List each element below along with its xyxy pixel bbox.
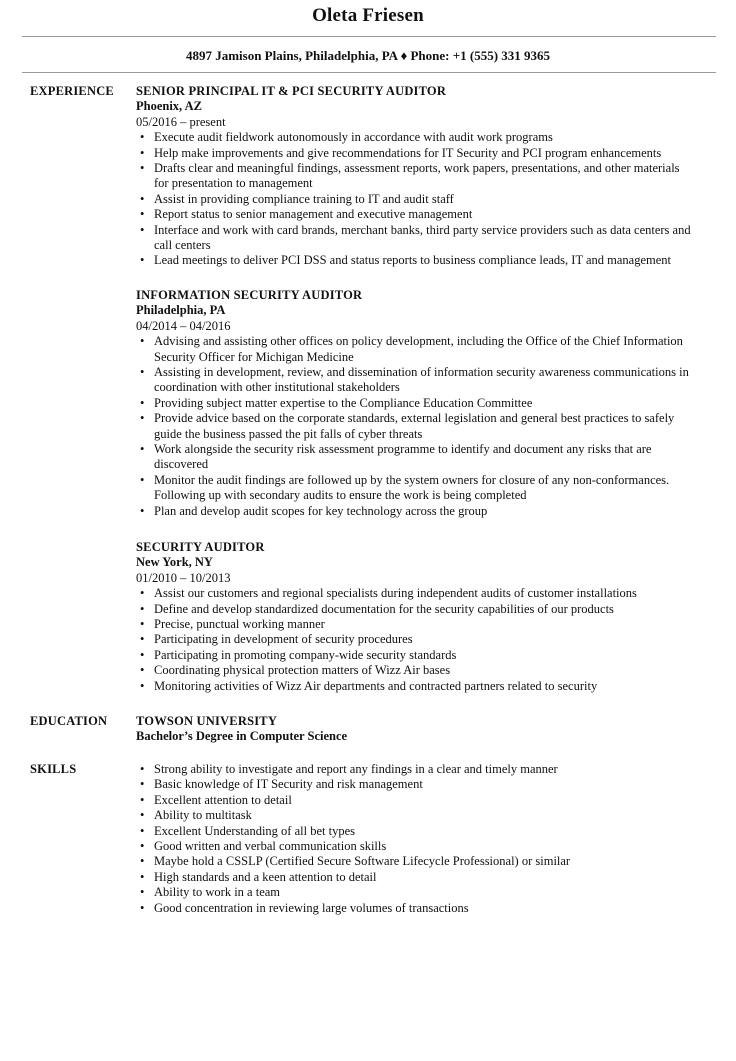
candidate-name: Oleta Friesen [312,5,424,26]
education-degree: Bachelor’s Degree in Computer Science [136,729,348,744]
bullet-item: • Assist our customers and regional specialists during independent audits of customer installations [136,586,696,601]
bullet-item: • Provide advice based on the corporate standards, external legislation and general best practices to safely guide the business passed the pit falls of cyber threats [136,411,696,442]
skill-item: • Good written and verbal communication skills [136,839,716,854]
bullet-item: • Participating in promoting company-wide security standards [136,648,696,663]
bullet-item: • Work alongside the security risk assessment programme to identify and document any risks that are discovered [136,442,696,473]
bullet-item: • Advising and assisting other offices on policy development, including the Office of the Chief Information Security Officer for Michigan Medicine [136,334,696,365]
job-dates: 05/2016 – present [136,114,226,129]
header-divider-top [22,36,716,37]
skill-item: • Basic knowledge of IT Security and risk management [136,777,716,792]
skill-item: • Excellent Understanding of all bet types [136,824,716,839]
skill-item: • High standards and a keen attention to detail [136,870,716,885]
job-location: Philadelphia, PA [136,303,226,318]
experience-heading: EXPERIENCE [30,84,114,98]
job-bullets [136,334,696,519]
job-title: SECURITY AUDITOR [136,540,265,554]
bullet-item: • Drafts clear and meaningful findings, assessment reports, work papers, presentations, and other materials for presentation to management [136,161,696,192]
bullet-item: • Assist in providing compliance training to IT and audit staff [136,192,696,207]
job-bullets [136,130,696,269]
skills-heading: SKILLS [30,762,77,776]
bullet-item: • Monitor the audit findings are followed up by the system owners for closure of any non-conformances. Following up with secondary audits to ensure the work is being completed [136,473,696,504]
job-location: Phoenix, AZ [136,99,202,114]
bullet-item: • Precise, punctual working manner [136,617,696,632]
skills-section [136,762,716,916]
bullet-item: • Monitoring activities of Wizz Air departments and contracted partners related to security [136,679,696,694]
bullet-item: • Execute audit fieldwork autonomously in accordance with audit work programs [136,130,696,145]
bullet-item: • Lead meetings to deliver PCI DSS and status reports to business compliance leads, IT and management [136,253,696,268]
bullet-item: • Define and develop standardized documentation for the security capabilities of our products [136,602,696,617]
skill-item: • Excellent attention to detail [136,793,716,808]
bullet-item: • Plan and develop audit scopes for key technology across the group [136,504,696,519]
job-entry [136,84,696,269]
job-dates: 04/2014 – 04/2016 [136,318,231,333]
education-heading: EDUCATION [30,714,108,728]
bullet-item: • Participating in development of security procedures [136,632,696,647]
bullet-item: • Providing subject matter expertise to the Compliance Education Committee [136,396,696,411]
bullet-item: • Interface and work with card brands, merchant banks, third party service providers such as data centers and call centers [136,223,696,254]
bullet-item: • Report status to senior management and executive management [136,207,696,222]
skill-item: • Good concentration in reviewing large volumes of transactions [136,901,716,916]
contact-line: 4897 Jamison Plains, Philadelphia, PA ♦ Phone: +1 (555) 331 9365 [185,48,551,63]
skill-item: • Strong ability to investigate and report any findings in a clear and timely manner [136,762,716,777]
job-title: SENIOR PRINCIPAL IT & PCI SECURITY AUDITOR [136,84,447,98]
skill-item: • Maybe hold a CSSLP (Certified Secure Software Lifecycle Professional) or similar [136,854,716,869]
job-location: New York, NY [136,555,213,570]
job-entry [136,540,696,694]
skills-list [136,762,716,916]
job-title: INFORMATION SECURITY AUDITOR [136,288,363,302]
header-divider-bottom [22,72,716,73]
bullet-item: • Coordinating physical protection matters of Wizz Air bases [136,663,696,678]
job-bullets [136,586,696,694]
job-entry [136,288,696,519]
education-school: TOWSON UNIVERSITY [136,714,278,728]
bullet-item: • Help make improvements and give recommendations for IT Security and PCI program enhancements [136,146,696,161]
job-dates: 01/2010 – 10/2013 [136,570,231,585]
bullet-item: • Assisting in development, review, and dissemination of information security awareness communications in coordination with other institutional stakeholders [136,365,696,396]
skill-item: • Ability to work in a team [136,885,716,900]
education-section [136,714,716,745]
skill-item: • Ability to multitask [136,808,716,823]
